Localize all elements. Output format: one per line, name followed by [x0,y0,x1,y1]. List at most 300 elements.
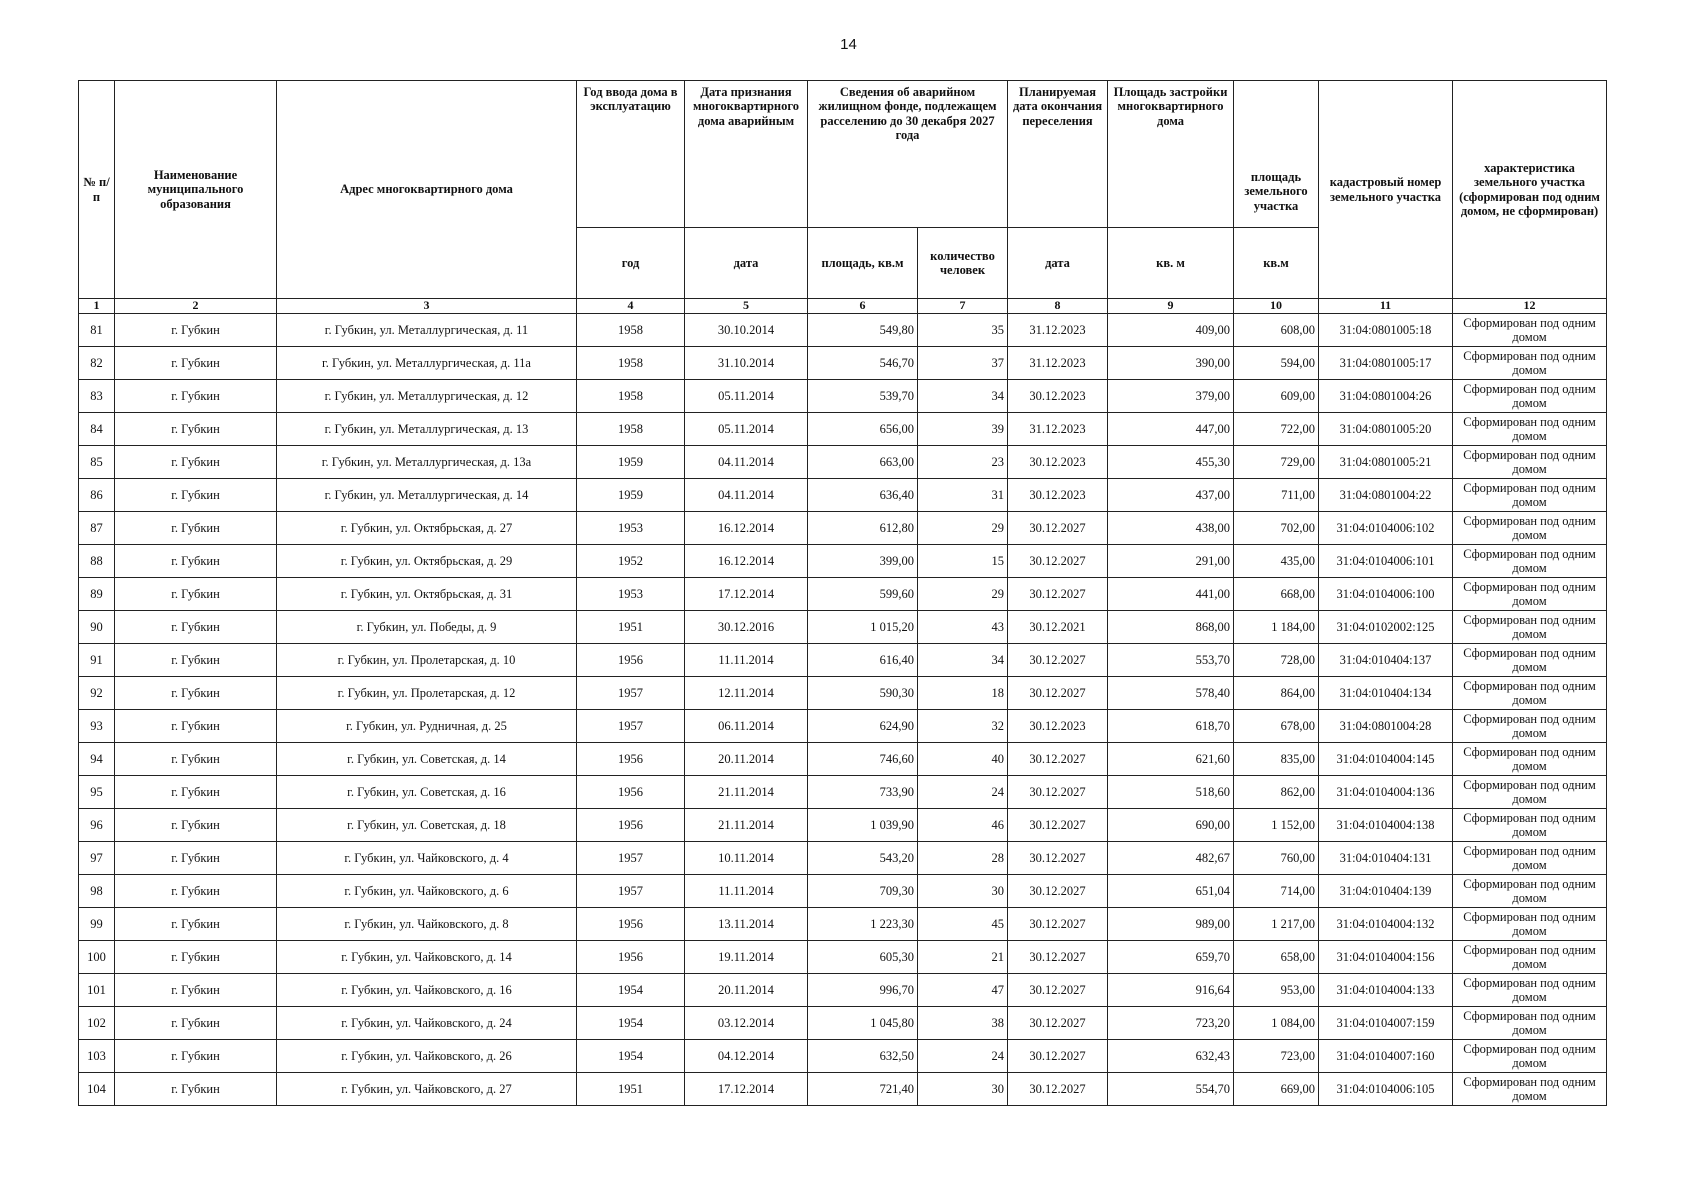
people-count-cell: 24 [918,1040,1008,1073]
emergency-date-cell: 04.11.2014 [685,479,808,512]
row-number: 87 [79,512,115,545]
row-number: 92 [79,677,115,710]
column-number: 9 [1108,299,1234,314]
table-row [79,710,1607,743]
planned-end-cell: 31.12.2023 [1008,413,1108,446]
column-number: 4 [577,299,685,314]
land-area-cell: 729,00 [1234,446,1319,479]
cadastral-number-cell: 31:04:0104006:105 [1319,1073,1453,1106]
building-area-cell: 438,00 [1108,512,1234,545]
row-number: 97 [79,842,115,875]
land-characteristic-cell: Сформирован под одним домом [1453,380,1607,413]
people-count-cell: 30 [918,1073,1008,1106]
building-area-cell: 437,00 [1108,479,1234,512]
land-characteristic-cell: Сформирован под одним домом [1453,611,1607,644]
people-count-cell: 46 [918,809,1008,842]
table-row [79,1073,1607,1106]
emergency-date-cell: 16.12.2014 [685,512,808,545]
cadastral-number-cell: 31:04:0801004:28 [1319,710,1453,743]
planned-end-cell: 30.12.2027 [1008,809,1108,842]
cadastral-number-cell: 31:04:0104004:156 [1319,941,1453,974]
subheader-sqm-land: кв.м [1234,228,1319,299]
row-number: 98 [79,875,115,908]
planned-end-cell: 30.12.2027 [1008,578,1108,611]
address-cell: г. Губкин, ул. Металлургическая, д. 13 [277,413,577,446]
municipality-cell: г. Губкин [115,611,277,644]
land-area-cell: 714,00 [1234,875,1319,908]
year-built-cell: 1954 [577,974,685,1007]
building-area-cell: 409,00 [1108,314,1234,347]
municipality-cell: г. Губкин [115,677,277,710]
planned-end-cell: 30.12.2027 [1008,512,1108,545]
address-cell: г. Губкин, ул. Советская, д. 16 [277,776,577,809]
emergency-date-cell: 11.11.2014 [685,875,808,908]
area-cell: 709,30 [808,875,918,908]
year-built-cell: 1959 [577,479,685,512]
emergency-date-cell: 03.12.2014 [685,1007,808,1040]
municipality-cell: г. Губкин [115,908,277,941]
people-count-cell: 39 [918,413,1008,446]
building-area-cell: 390,00 [1108,347,1234,380]
land-area-cell: 609,00 [1234,380,1319,413]
table-row [79,875,1607,908]
municipality-cell: г. Губкин [115,380,277,413]
planned-end-cell: 30.12.2027 [1008,941,1108,974]
emergency-date-cell: 05.11.2014 [685,380,808,413]
table-row [79,545,1607,578]
row-number: 95 [79,776,115,809]
planned-end-cell: 30.12.2021 [1008,611,1108,644]
address-cell: г. Губкин, ул. Металлургическая, д. 12 [277,380,577,413]
municipality-cell: г. Губкин [115,875,277,908]
land-characteristic-cell: Сформирован под одним домом [1453,446,1607,479]
year-built-cell: 1951 [577,611,685,644]
land-characteristic-cell: Сформирован под одним домом [1453,842,1607,875]
municipality-cell: г. Губкин [115,1040,277,1073]
emergency-date-cell: 30.12.2016 [685,611,808,644]
planned-end-cell: 30.12.2027 [1008,908,1108,941]
year-built-cell: 1951 [577,1073,685,1106]
cadastral-number-cell: 31:04:0102002:125 [1319,611,1453,644]
page-number: 14 [840,36,857,53]
land-area-cell: 760,00 [1234,842,1319,875]
emergency-date-cell: 21.11.2014 [685,809,808,842]
row-number: 82 [79,347,115,380]
year-built-cell: 1954 [577,1007,685,1040]
land-area-cell: 608,00 [1234,314,1319,347]
people-count-cell: 40 [918,743,1008,776]
row-number: 89 [79,578,115,611]
land-characteristic-cell: Сформирован под одним домом [1453,941,1607,974]
planned-end-cell: 30.12.2027 [1008,842,1108,875]
area-cell: 1 039,90 [808,809,918,842]
address-cell: г. Губкин, ул. Октябрьская, д. 31 [277,578,577,611]
cadastral-number-cell: 31:04:010404:137 [1319,644,1453,677]
table-row [79,413,1607,446]
cadastral-number-cell: 31:04:0801004:26 [1319,380,1453,413]
table-row [79,776,1607,809]
column-number: 12 [1453,299,1607,314]
cadastral-number-cell: 31:04:0801005:18 [1319,314,1453,347]
land-characteristic-cell: Сформирован под одним домом [1453,512,1607,545]
land-characteristic-cell: Сформирован под одним домом [1453,1007,1607,1040]
emergency-housing-table [78,80,1607,1106]
building-area-cell: 291,00 [1108,545,1234,578]
year-built-cell: 1958 [577,347,685,380]
address-cell: г. Губкин, ул. Металлургическая, д. 11а [277,347,577,380]
row-number: 84 [79,413,115,446]
building-area-cell: 621,60 [1108,743,1234,776]
row-number: 93 [79,710,115,743]
cadastral-number-cell: 31:04:0104004:138 [1319,809,1453,842]
land-area-cell: 723,00 [1234,1040,1319,1073]
emergency-date-cell: 04.11.2014 [685,446,808,479]
planned-end-cell: 30.12.2023 [1008,710,1108,743]
address-cell: г. Губкин, ул. Чайковского, д. 27 [277,1073,577,1106]
cadastral-number-cell: 31:04:0104004:132 [1319,908,1453,941]
building-area-cell: 455,30 [1108,446,1234,479]
land-characteristic-cell: Сформирован под одним домом [1453,1073,1607,1106]
land-characteristic-cell: Сформирован под одним домом [1453,710,1607,743]
row-number: 102 [79,1007,115,1040]
people-count-cell: 43 [918,611,1008,644]
emergency-date-cell: 04.12.2014 [685,1040,808,1073]
address-cell: г. Губкин, ул. Октябрьская, д. 27 [277,512,577,545]
table-row [79,578,1607,611]
column-number: 7 [918,299,1008,314]
header-building-area: Площадь застройки многоквартирного дома [1108,81,1234,228]
municipality-cell: г. Губкин [115,644,277,677]
land-characteristic-cell: Сформирован под одним домом [1453,908,1607,941]
year-built-cell: 1957 [577,842,685,875]
land-characteristic-cell: Сформирован под одним домом [1453,545,1607,578]
header-land-area: площадь земельного участка [1234,81,1319,228]
table-row [79,314,1607,347]
header-num: № п/п [79,81,115,299]
cadastral-number-cell: 31:04:0104006:100 [1319,578,1453,611]
land-characteristic-cell: Сформирован под одним домом [1453,413,1607,446]
row-number: 91 [79,644,115,677]
area-cell: 616,40 [808,644,918,677]
column-number: 5 [685,299,808,314]
emergency-date-cell: 05.11.2014 [685,413,808,446]
area-cell: 543,20 [808,842,918,875]
column-numbers-row [79,299,1607,314]
year-built-cell: 1958 [577,413,685,446]
address-cell: г. Губкин, ул. Чайковского, д. 24 [277,1007,577,1040]
table-row [79,512,1607,545]
year-built-cell: 1956 [577,644,685,677]
emergency-date-cell: 11.11.2014 [685,644,808,677]
planned-end-cell: 30.12.2027 [1008,1040,1108,1073]
header-planned-end: Планируемая дата окончания переселения [1008,81,1108,228]
cadastral-number-cell: 31:04:0104007:160 [1319,1040,1453,1073]
building-area-cell: 482,67 [1108,842,1234,875]
municipality-cell: г. Губкин [115,512,277,545]
column-number: 11 [1319,299,1453,314]
municipality-cell: г. Губкин [115,314,277,347]
planned-end-cell: 30.12.2027 [1008,974,1108,1007]
municipality-cell: г. Губкин [115,809,277,842]
area-cell: 632,50 [808,1040,918,1073]
area-cell: 1 015,20 [808,611,918,644]
land-area-cell: 669,00 [1234,1073,1319,1106]
land-characteristic-cell: Сформирован под одним домом [1453,875,1607,908]
year-built-cell: 1956 [577,809,685,842]
area-cell: 733,90 [808,776,918,809]
subheader-year: год [577,228,685,299]
year-built-cell: 1957 [577,710,685,743]
address-cell: г. Губкин, ул. Металлургическая, д. 14 [277,479,577,512]
year-built-cell: 1956 [577,941,685,974]
building-area-cell: 916,64 [1108,974,1234,1007]
municipality-cell: г. Губкин [115,446,277,479]
emergency-date-cell: 06.11.2014 [685,710,808,743]
area-cell: 1 223,30 [808,908,918,941]
area-cell: 721,40 [808,1073,918,1106]
land-area-cell: 953,00 [1234,974,1319,1007]
area-cell: 612,80 [808,512,918,545]
land-area-cell: 728,00 [1234,644,1319,677]
row-number: 86 [79,479,115,512]
land-area-cell: 864,00 [1234,677,1319,710]
emergency-date-cell: 17.12.2014 [685,578,808,611]
building-area-cell: 618,70 [1108,710,1234,743]
municipality-cell: г. Губкин [115,413,277,446]
people-count-cell: 30 [918,875,1008,908]
table-row [79,743,1607,776]
column-number: 3 [277,299,577,314]
cadastral-number-cell: 31:04:0801004:22 [1319,479,1453,512]
municipality-cell: г. Губкин [115,842,277,875]
land-area-cell: 722,00 [1234,413,1319,446]
municipality-cell: г. Губкин [115,1007,277,1040]
address-cell: г. Губкин, ул. Чайковского, д. 14 [277,941,577,974]
row-number: 85 [79,446,115,479]
address-cell: г. Губкин, ул. Металлургическая, д. 13а [277,446,577,479]
land-characteristic-cell: Сформирован под одним домом [1453,314,1607,347]
people-count-cell: 15 [918,545,1008,578]
column-number: 8 [1008,299,1108,314]
row-number: 81 [79,314,115,347]
planned-end-cell: 30.12.2027 [1008,776,1108,809]
land-area-cell: 1 084,00 [1234,1007,1319,1040]
area-cell: 996,70 [808,974,918,1007]
land-characteristic-cell: Сформирован под одним домом [1453,347,1607,380]
people-count-cell: 23 [918,446,1008,479]
people-count-cell: 47 [918,974,1008,1007]
cadastral-number-cell: 31:04:0104004:136 [1319,776,1453,809]
people-count-cell: 35 [918,314,1008,347]
column-number: 10 [1234,299,1319,314]
land-area-cell: 435,00 [1234,545,1319,578]
year-built-cell: 1956 [577,908,685,941]
planned-end-cell: 30.12.2023 [1008,380,1108,413]
address-cell: г. Губкин, ул. Октябрьская, д. 29 [277,545,577,578]
people-count-cell: 21 [918,941,1008,974]
year-built-cell: 1953 [577,578,685,611]
people-count-cell: 38 [918,1007,1008,1040]
row-number: 99 [79,908,115,941]
area-cell: 590,30 [808,677,918,710]
planned-end-cell: 30.12.2027 [1008,1007,1108,1040]
subheader-date: дата [685,228,808,299]
subheader-people: количество человек [918,228,1008,299]
address-cell: г. Губкин, ул. Советская, д. 18 [277,809,577,842]
planned-end-cell: 30.12.2027 [1008,644,1108,677]
cadastral-number-cell: 31:04:0104004:145 [1319,743,1453,776]
people-count-cell: 32 [918,710,1008,743]
people-count-cell: 34 [918,380,1008,413]
table-row [79,809,1607,842]
land-area-cell: 711,00 [1234,479,1319,512]
header-cadastral: кадастровый номер земельного участка [1319,81,1453,299]
people-count-cell: 29 [918,578,1008,611]
people-count-cell: 45 [918,908,1008,941]
row-number: 90 [79,611,115,644]
planned-end-cell: 30.12.2027 [1008,1073,1108,1106]
row-number: 103 [79,1040,115,1073]
land-characteristic-cell: Сформирован под одним домом [1453,809,1607,842]
cadastral-number-cell: 31:04:0104006:102 [1319,512,1453,545]
people-count-cell: 29 [918,512,1008,545]
year-built-cell: 1959 [577,446,685,479]
land-area-cell: 658,00 [1234,941,1319,974]
land-characteristic-cell: Сформирован под одним домом [1453,479,1607,512]
emergency-date-cell: 13.11.2014 [685,908,808,941]
address-cell: г. Губкин, ул. Победы, д. 9 [277,611,577,644]
address-cell: г. Губкин, ул. Чайковского, д. 6 [277,875,577,908]
cadastral-number-cell: 31:04:010404:139 [1319,875,1453,908]
year-built-cell: 1958 [577,314,685,347]
area-cell: 624,90 [808,710,918,743]
row-number: 101 [79,974,115,1007]
table-row [79,677,1607,710]
row-number: 96 [79,809,115,842]
planned-end-cell: 31.12.2023 [1008,314,1108,347]
planned-end-cell: 31.12.2023 [1008,347,1108,380]
planned-end-cell: 30.12.2027 [1008,875,1108,908]
planned-end-cell: 30.12.2027 [1008,743,1108,776]
building-area-cell: 632,43 [1108,1040,1234,1073]
building-area-cell: 441,00 [1108,578,1234,611]
land-area-cell: 1 152,00 [1234,809,1319,842]
row-number: 100 [79,941,115,974]
header-characteristic: характеристика земельного участка (сформирован под одним домом, не сформирован) [1453,81,1607,299]
municipality-cell: г. Губкин [115,974,277,1007]
building-area-cell: 379,00 [1108,380,1234,413]
area-cell: 663,00 [808,446,918,479]
building-area-cell: 554,70 [1108,1073,1234,1106]
header-municipality: Наименование муниципального образования [115,81,277,299]
emergency-date-cell: 16.12.2014 [685,545,808,578]
header-date-emergency: Дата признания многоквартирного дома аварийным [685,81,808,228]
cadastral-number-cell: 31:04:0104004:133 [1319,974,1453,1007]
land-characteristic-cell: Сформирован под одним домом [1453,644,1607,677]
table-row [79,479,1607,512]
cadastral-number-cell: 31:04:010404:134 [1319,677,1453,710]
row-number: 88 [79,545,115,578]
land-characteristic-cell: Сформирован под одним домом [1453,974,1607,1007]
address-cell: г. Губкин, ул. Пролетарская, д. 10 [277,644,577,677]
emergency-date-cell: 20.11.2014 [685,743,808,776]
column-number: 2 [115,299,277,314]
emergency-date-cell: 30.10.2014 [685,314,808,347]
people-count-cell: 24 [918,776,1008,809]
municipality-cell: г. Губкин [115,941,277,974]
people-count-cell: 28 [918,842,1008,875]
address-cell: г. Губкин, ул. Металлургическая, д. 11 [277,314,577,347]
planned-end-cell: 30.12.2023 [1008,446,1108,479]
area-cell: 546,70 [808,347,918,380]
municipality-cell: г. Губкин [115,1073,277,1106]
building-area-cell: 659,70 [1108,941,1234,974]
building-area-cell: 690,00 [1108,809,1234,842]
land-characteristic-cell: Сформирован под одним домом [1453,743,1607,776]
building-area-cell: 447,00 [1108,413,1234,446]
land-characteristic-cell: Сформирован под одним домом [1453,776,1607,809]
area-cell: 746,60 [808,743,918,776]
header-year-built: Год ввода дома в эксплуатацию [577,81,685,228]
table-row [79,446,1607,479]
year-built-cell: 1957 [577,677,685,710]
emergency-date-cell: 20.11.2014 [685,974,808,1007]
address-cell: г. Губкин, ул. Чайковского, д. 4 [277,842,577,875]
table-row [79,347,1607,380]
table-row [79,974,1607,1007]
column-number: 6 [808,299,918,314]
municipality-cell: г. Губкин [115,479,277,512]
table-row [79,1007,1607,1040]
land-area-cell: 1 184,00 [1234,611,1319,644]
land-characteristic-cell: Сформирован под одним домом [1453,677,1607,710]
area-cell: 399,00 [808,545,918,578]
year-built-cell: 1954 [577,1040,685,1073]
year-built-cell: 1956 [577,743,685,776]
cadastral-number-cell: 31:04:0801005:21 [1319,446,1453,479]
land-area-cell: 702,00 [1234,512,1319,545]
emergency-date-cell: 12.11.2014 [685,677,808,710]
cadastral-number-cell: 31:04:0104006:101 [1319,545,1453,578]
address-cell: г. Губкин, ул. Пролетарская, д. 12 [277,677,577,710]
municipality-cell: г. Губкин [115,347,277,380]
emergency-date-cell: 21.11.2014 [685,776,808,809]
municipality-cell: г. Губкин [115,743,277,776]
subheader-date-end: дата [1008,228,1108,299]
row-number: 83 [79,380,115,413]
row-number: 104 [79,1073,115,1106]
area-cell: 605,30 [808,941,918,974]
building-area-cell: 868,00 [1108,611,1234,644]
land-area-cell: 1 217,00 [1234,908,1319,941]
emergency-date-cell: 31.10.2014 [685,347,808,380]
address-cell: г. Губкин, ул. Рудничная, д. 25 [277,710,577,743]
cadastral-number-cell: 31:04:010404:131 [1319,842,1453,875]
cadastral-number-cell: 31:04:0801005:17 [1319,347,1453,380]
land-characteristic-cell: Сформирован под одним домом [1453,578,1607,611]
planned-end-cell: 30.12.2023 [1008,479,1108,512]
subheader-sqm: кв. м [1108,228,1234,299]
address-cell: г. Губкин, ул. Чайковского, д. 26 [277,1040,577,1073]
building-area-cell: 553,70 [1108,644,1234,677]
area-cell: 539,70 [808,380,918,413]
planned-end-cell: 30.12.2027 [1008,545,1108,578]
year-built-cell: 1956 [577,776,685,809]
building-area-cell: 518,60 [1108,776,1234,809]
year-built-cell: 1952 [577,545,685,578]
table-row [79,1040,1607,1073]
people-count-cell: 31 [918,479,1008,512]
